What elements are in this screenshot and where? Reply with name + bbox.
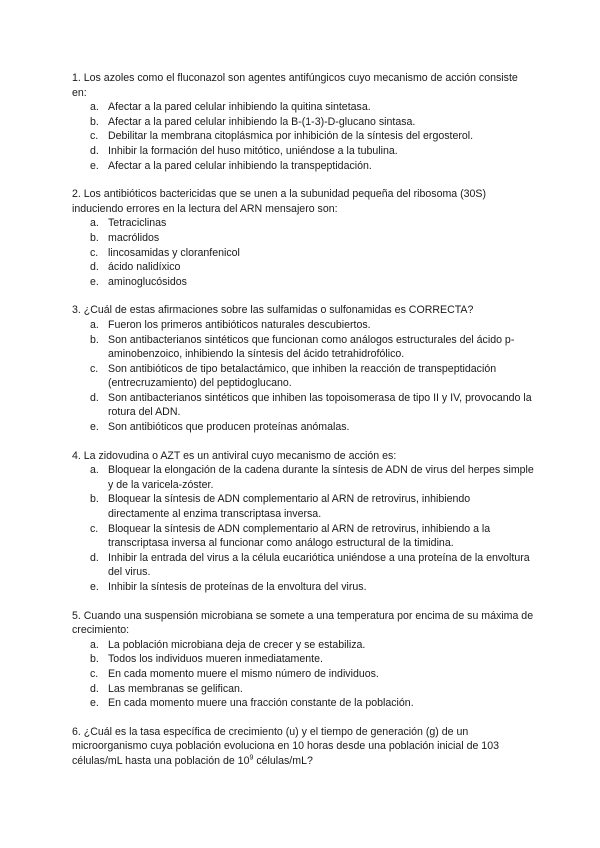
option-text: lincosamidas y cloranfenicol xyxy=(108,246,240,259)
option-letter: c. xyxy=(90,362,99,375)
option-letter: d. xyxy=(90,391,99,404)
option-c xyxy=(72,667,534,682)
options-list xyxy=(72,100,534,173)
option-letter: e. xyxy=(90,159,99,172)
option-c xyxy=(72,246,534,261)
option-text: En cada momento muere una fracción constante de la población. xyxy=(108,697,414,710)
option-a xyxy=(72,463,534,492)
option-e xyxy=(72,580,534,595)
question-6 xyxy=(72,725,534,769)
option-text: La población microbiana deja de crecer y se estabiliza. xyxy=(108,638,366,651)
question-stem-tail: células/mL? xyxy=(253,754,313,767)
option-text: Son antibacterianos sintéticos que funcionan como análogos estructurales del ácido p-aminobenzoico, inhibiendo la síntesis del ácido tetrahidrofólico. xyxy=(108,333,515,361)
option-e xyxy=(72,420,534,435)
option-letter: e. xyxy=(90,581,99,593)
option-letter: b. xyxy=(90,333,99,346)
question-stem xyxy=(72,725,534,769)
options-list xyxy=(72,318,534,435)
option-b xyxy=(72,115,534,130)
question-stem: 5. Cuando una suspensión microbiana se somete a una temperatura por encima de su máxima de crecimiento: xyxy=(72,609,534,637)
option-text: En cada momento muere el mismo número de individuos. xyxy=(108,667,379,680)
option-d xyxy=(72,144,534,159)
option-text: Fueron los primeros antibióticos naturales descubiertos. xyxy=(108,318,371,331)
option-d xyxy=(72,260,534,275)
option-text: Afectar a la pared celular inhibiendo la transpeptidación. xyxy=(108,159,372,172)
option-b xyxy=(72,492,534,521)
option-c xyxy=(72,362,534,391)
option-letter: a. xyxy=(90,318,99,331)
question-3 xyxy=(72,303,534,434)
option-letter: a. xyxy=(90,464,99,477)
option-text: Tetraciclinas xyxy=(108,217,167,230)
option-b xyxy=(72,333,534,362)
option-a xyxy=(72,216,534,231)
option-text: Debilitar la membrana citoplásmica por inhibición de la síntesis del ergosterol. xyxy=(108,130,474,143)
option-text: Inhibir la entrada del virus a la célula eucariótica uniéndose a una proteína de la envoltura del virus. xyxy=(108,551,530,579)
option-d xyxy=(72,551,534,580)
option-a xyxy=(72,318,534,333)
option-text: Afectar a la pared celular inhibiendo la quitina sintetasa. xyxy=(108,101,371,114)
option-e xyxy=(72,696,534,711)
option-text: Son antibacterianos sintéticos que inhiben las topoisomerasa de tipo II y IV, provocando la rotura del ADN. xyxy=(108,391,532,419)
option-letter: a. xyxy=(90,638,99,651)
option-letter: c. xyxy=(90,667,99,680)
question-stem: 4. La zidovudina o AZT es un antiviral cuyo mecanismo de acción es: xyxy=(72,449,397,462)
option-letter: c. xyxy=(90,246,99,259)
option-letter: d. xyxy=(90,551,99,564)
option-text: Inhibir la formación del huso mitótico, uniéndose a la tubulina. xyxy=(108,144,398,157)
options-list xyxy=(72,216,534,289)
option-letter: e. xyxy=(90,421,99,434)
option-d xyxy=(72,682,534,697)
option-letter: a. xyxy=(90,217,99,230)
question-stem: 2. Los antibióticos bactericidas que se unen a la subunidad pequeña del ribosoma (30S) induciendo errores en la lectura del ARN mensajero son: xyxy=(72,188,487,215)
option-letter: d. xyxy=(90,261,99,274)
option-letter: c. xyxy=(90,130,99,143)
option-text: Todos los individuos mueren inmediatamente. xyxy=(108,653,323,666)
question-2 xyxy=(72,187,534,289)
option-text: Bloquear la elongación de la cadena durante la síntesis de ADN de virus del herpes simple y de la varicela-zóster. xyxy=(108,464,534,491)
option-c xyxy=(72,522,534,551)
question-4 xyxy=(72,449,534,595)
option-a xyxy=(72,100,534,115)
option-e xyxy=(72,159,534,174)
option-letter: b. xyxy=(90,653,99,666)
option-c xyxy=(72,129,534,144)
option-letter: e. xyxy=(90,697,99,710)
options-list xyxy=(72,463,534,594)
option-b xyxy=(72,652,534,667)
option-e xyxy=(72,275,534,290)
option-letter: b. xyxy=(90,231,99,244)
option-b xyxy=(72,231,534,246)
option-letter: c. xyxy=(90,522,99,535)
option-letter: e. xyxy=(90,275,99,288)
exponent: 9 xyxy=(249,754,254,762)
option-letter: b. xyxy=(90,115,99,128)
option-text: aminoglucósidos xyxy=(108,275,187,288)
option-letter: d. xyxy=(90,144,99,157)
question-5 xyxy=(72,609,534,711)
option-text: Bloquear la síntesis de ADN complementario al ARN de retrovirus, inhibiendo a la transcriptasa inversa al funcionar como análogo estructural de la timidina. xyxy=(108,522,491,550)
option-text: Son antibióticos que producen proteínas anómalas. xyxy=(108,421,350,434)
option-a xyxy=(72,638,534,653)
option-text: ácido nalidíxico xyxy=(108,261,181,274)
option-text: Bloquear la síntesis de ADN complementario al ARN de retrovirus, inhibiendo directamente al enzima transcriptasa inversa. xyxy=(108,493,471,521)
option-text: Inhibir la síntesis de proteínas de la envoltura del virus. xyxy=(108,581,367,593)
question-stem: 3. ¿Cuál de estas afirmaciones sobre las sulfamidas o sulfonamidas es CORRECTA? xyxy=(72,304,474,317)
option-letter: a. xyxy=(90,101,99,114)
option-letter: d. xyxy=(90,682,99,695)
option-d xyxy=(72,391,534,420)
option-text: Son antibióticos de tipo betalactámico, que inhiben la reacción de transpeptidación (entrecruzamiento) del peptidoglucano. xyxy=(108,362,497,390)
option-text: Afectar a la pared celular inhibiendo la B-(1-3)-D-glucano sintasa. xyxy=(108,115,416,128)
question-stem: 1. Los azoles como el fluconazol son agentes antifúngicos cuyo mecanismo de acción consiste en: xyxy=(72,72,518,99)
question-1 xyxy=(72,71,534,173)
option-text: macrólidos xyxy=(108,231,160,244)
option-text: Las membranas se gelifican. xyxy=(108,682,243,695)
option-letter: b. xyxy=(90,493,99,506)
question-stem-text: 6. ¿Cuál es la tasa específica de crecimiento (u) y el tiempo de generación (g) de un microorganismo cuya población evoluciona en 10 horas desde una población inicial de 103 células/mL hasta una población de 10 xyxy=(72,725,499,767)
options-list xyxy=(72,638,534,711)
